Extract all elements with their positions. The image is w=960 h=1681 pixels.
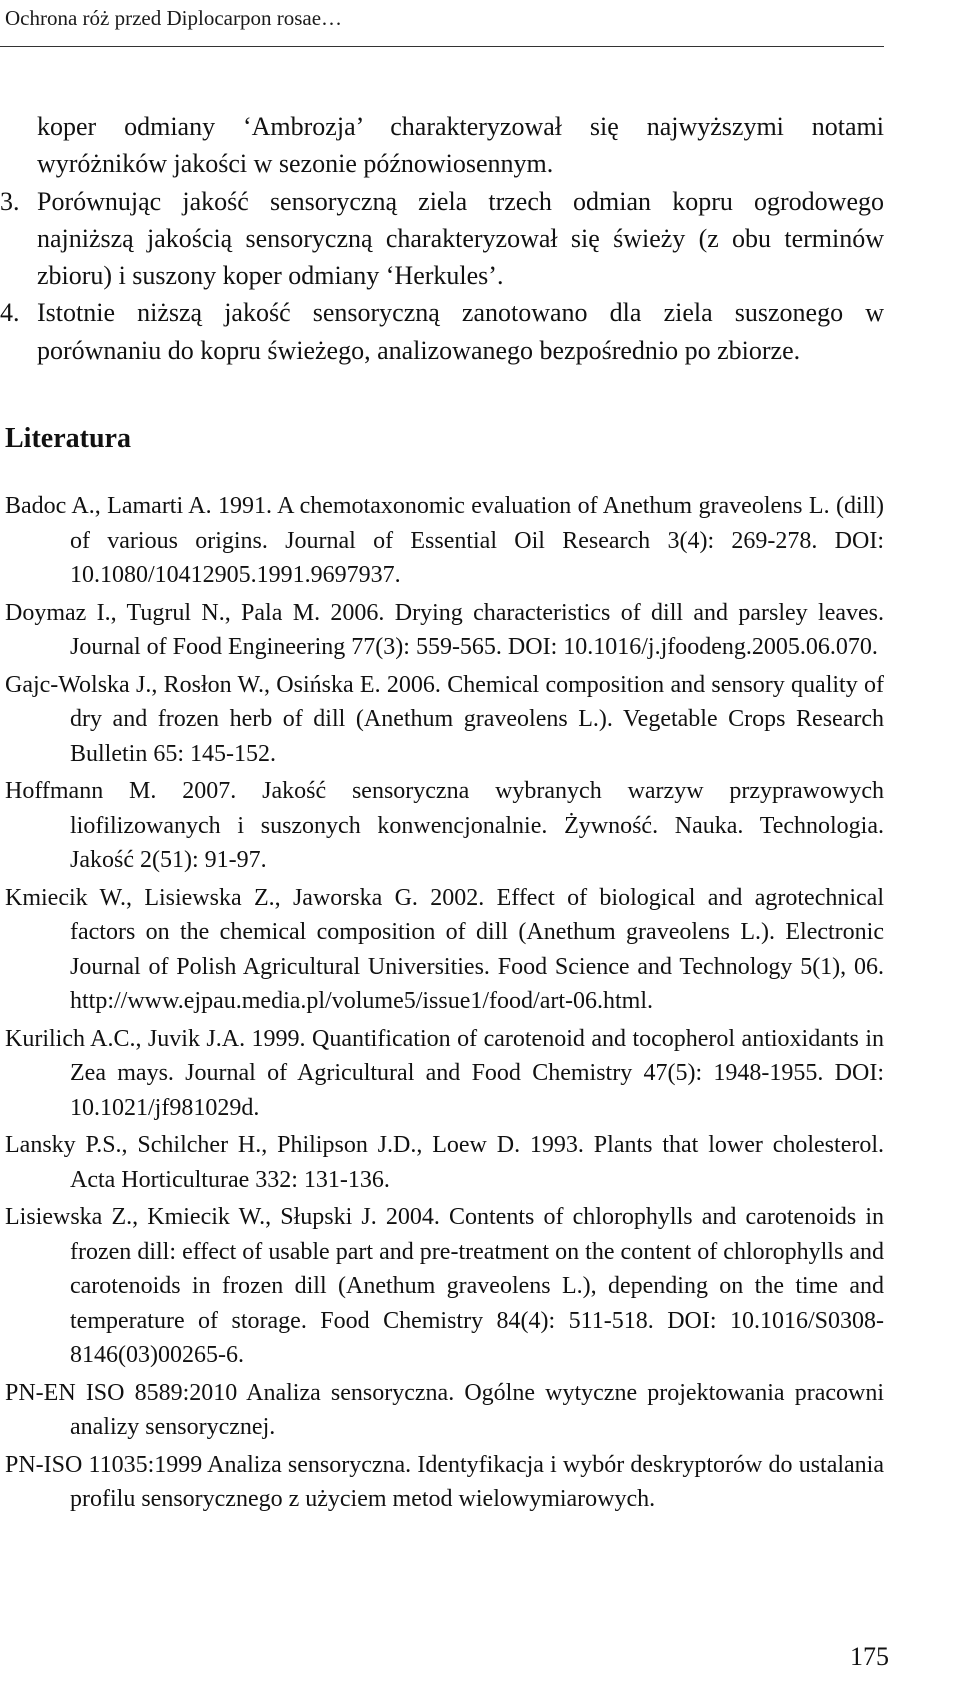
conclusion-number: 4. bbox=[0, 298, 20, 328]
reference-item: Badoc A., Lamarti A. 1991. A chemotaxonomic evaluation of Anethum graveolens L. (dill) of various origins. Journal of Essential Oil Research 3(4): 269-278. DOI: 10.1080/10412905.1991.9697937. bbox=[5, 493, 884, 588]
page-number: 175 bbox=[850, 1642, 889, 1671]
reference-item: PN-EN ISO 8589:2010 Analiza sensoryczna. Ogólne wytyczne projektowania pracowni analizy sensorycznej. bbox=[5, 1379, 884, 1440]
header-rule bbox=[0, 46, 884, 47]
reference-item: Lansky P.S., Schilcher H., Philipson J.D., Loew D. 1993. Plants that lower cholesterol. Acta Horticulturae 332: 131-136. bbox=[5, 1132, 884, 1193]
reference-item: Lisiewska Z., Kmiecik W., Słupski J. 2004. Contents of chlorophylls and carotenoids in frozen dill: effect of usable part and pre-treatment on the content of chlorophylls and carotenoids in frozen dill (Anethum graveolens L.), depending on the time and temperature of storage. Food Chemistry 84(4): 511-518. DOI: 10.1016/S0308-8146(03)00265-6. bbox=[5, 1204, 884, 1368]
reference-item: PN-ISO 11035:1999 Analiza sensoryczna. Identyfikacja i wybór deskryptorów do ustalania profilu sensorycznego z użyciem metod wielowymiarowych. bbox=[5, 1451, 884, 1512]
literature-heading: Literatura bbox=[5, 423, 131, 454]
reference-item: Doymaz I., Tugrul N., Pala M. 2006. Drying characteristics of dill and parsley leaves. Journal of Food Engineering 77(3): 559-565. DOI: 10.1016/j.jfoodeng.2005.06.070. bbox=[5, 599, 884, 660]
reference-item: Hoffmann M. 2007. Jakość sensoryczna wybranych warzyw przyprawowych liofilizowanych i suszonych konwencjonalnie. Żywność. Nauka. Technologia. Jakość 2(51): 91-97. bbox=[5, 778, 884, 873]
conclusion-text: Porównując jakość sensoryczną ziela trzech odmian kopru ogrodowego najniższą jakością sensoryczną charakteryzował się świeży (z obu terminów zbioru) i suszony koper odmiany ‘Herkules’. bbox=[37, 186, 884, 291]
conclusion-number: 3. bbox=[0, 186, 20, 216]
reference-item: Gajc-Wolska J., Rosłon W., Osińska E. 2006. Chemical composition and sensory quality of dry and frozen herb of dill (Anethum graveolens L.). Vegetable Crops Research Bulletin 65: 145-152. bbox=[5, 671, 884, 767]
reference-item: Kmiecik W., Lisiewska Z., Jaworska G. 2002. Effect of biological and agrotechnical factors on the chemical composition of dill (Anethum graveolens L.). Electronic Journal of Polish Agricultural Universities. Food Science and Technology 5(1), 06. http://www.ejpau.media.pl/volume5/issue1/food/art-06.html. bbox=[5, 884, 884, 1014]
conclusion-continuation: koper odmiany ‘Ambrozja’ charakteryzował się najwyższymi notami wyróżników jakości w sezonie późnowiosennym. bbox=[37, 112, 884, 179]
reference-item: Kurilich A.C., Juvik J.A. 1999. Quantification of carotenoid and tocopherol antioxidants in Zea mays. Journal of Agricultural and Food Chemistry 47(5): 1948-1955. DOI: 10.1021/jf981029d. bbox=[5, 1025, 884, 1121]
conclusion-item-3 bbox=[0, 183, 884, 295]
conclusion-item-4 bbox=[0, 294, 884, 369]
conclusions-list bbox=[0, 108, 884, 369]
reference-list bbox=[0, 489, 884, 1520]
conclusion-text: Istotnie niższą jakość sensoryczną zanotowano dla ziela suszonego w porównaniu do kopru świeżego, analizowanego bezpośrednio po zbiorze. bbox=[37, 298, 884, 365]
running-head: Ochrona róż przed Diplocarpon rosae… bbox=[5, 6, 343, 30]
